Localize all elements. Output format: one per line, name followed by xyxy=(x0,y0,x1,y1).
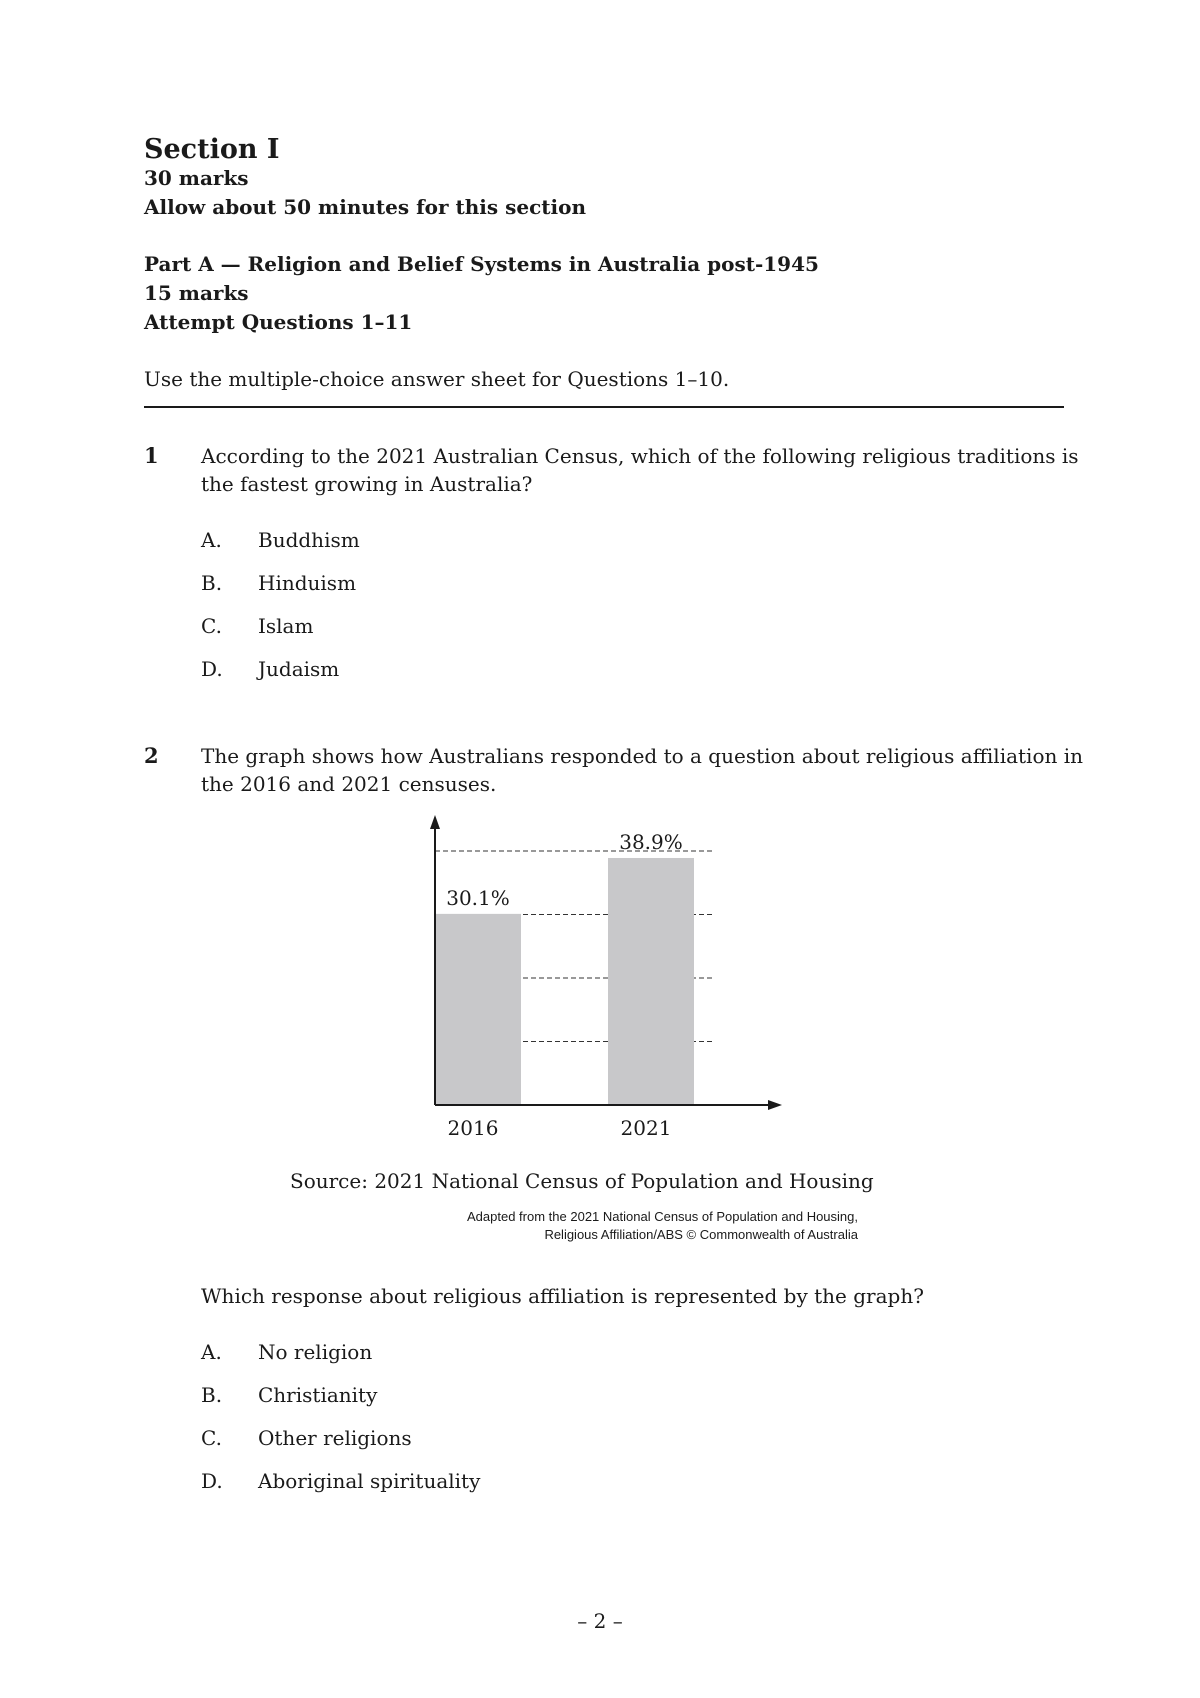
answer-sheet-instruction: Use the multiple-choice answer sheet for Questions 1–10. xyxy=(144,367,730,391)
q1-option-b-letter: B. xyxy=(201,571,223,595)
question-2-text-line1: The graph shows how Australians responded to a question about religious affiliation in xyxy=(201,744,1084,768)
part-marks: 15 marks xyxy=(144,281,249,305)
question-1-text-line1: According to the 2021 Australian Census, which of the following religious traditions is xyxy=(201,444,1079,468)
part-attempt: Attempt Questions 1–11 xyxy=(144,310,413,334)
q2-option-a-letter: A. xyxy=(201,1340,222,1364)
q2-option-d-letter: D. xyxy=(201,1469,223,1493)
question-2-prompt: Which response about religious affiliation is represented by the graph? xyxy=(201,1284,924,1308)
section-title: Section I xyxy=(144,134,280,165)
q2-option-b-text: Christianity xyxy=(258,1383,378,1407)
q2-option-a-text: No religion xyxy=(258,1340,373,1364)
category-label-2016: 2016 xyxy=(447,1116,499,1140)
y-axis-arrow xyxy=(430,815,440,829)
q2-option-c-letter: C. xyxy=(201,1426,222,1450)
section-marks: 30 marks xyxy=(144,166,249,190)
q1-option-a-text: Buddhism xyxy=(258,528,360,552)
question-1-text-line2: the fastest growing in Australia? xyxy=(201,472,533,496)
q1-option-c-letter: C. xyxy=(201,614,222,638)
q1-option-c-text: Islam xyxy=(258,614,314,638)
chart-source: Source: 2021 National Census of Population and Housing xyxy=(290,1169,874,1193)
q1-option-d-text: Judaism xyxy=(258,657,340,681)
q2-option-b-letter: B. xyxy=(201,1383,223,1407)
question-1-number: 1 xyxy=(144,443,159,468)
q2-option-d-text: Aboriginal spirituality xyxy=(258,1469,481,1493)
part-title: Part A — Religion and Belief Systems in Australia post-1945 xyxy=(144,252,819,276)
q1-option-a-letter: A. xyxy=(201,528,222,552)
q1-option-b-text: Hinduism xyxy=(258,571,357,595)
category-label-2021: 2021 xyxy=(620,1116,672,1140)
value-label-2016: 30.1% xyxy=(446,885,510,910)
chart-credit-line2: Religious Affiliation/ABS © Commonwealth of Australia xyxy=(544,1227,858,1242)
bar-2021 xyxy=(608,858,694,1105)
bar-2016 xyxy=(435,914,521,1105)
question-2-number: 2 xyxy=(144,743,159,768)
religious-affiliation-chart xyxy=(400,815,790,1145)
section-divider xyxy=(144,406,1064,408)
value-label-2021: 38.9% xyxy=(619,829,683,854)
question-2-text-line2: the 2016 and 2021 censuses. xyxy=(201,772,497,796)
q2-option-c-text: Other religions xyxy=(258,1426,412,1450)
page-number: – 2 – xyxy=(577,1609,623,1633)
q1-option-d-letter: D. xyxy=(201,657,223,681)
x-axis-arrow xyxy=(768,1100,782,1110)
chart-credit-line1: Adapted from the 2021 National Census of Population and Housing, xyxy=(467,1209,858,1224)
section-time: Allow about 50 minutes for this section xyxy=(144,195,587,219)
